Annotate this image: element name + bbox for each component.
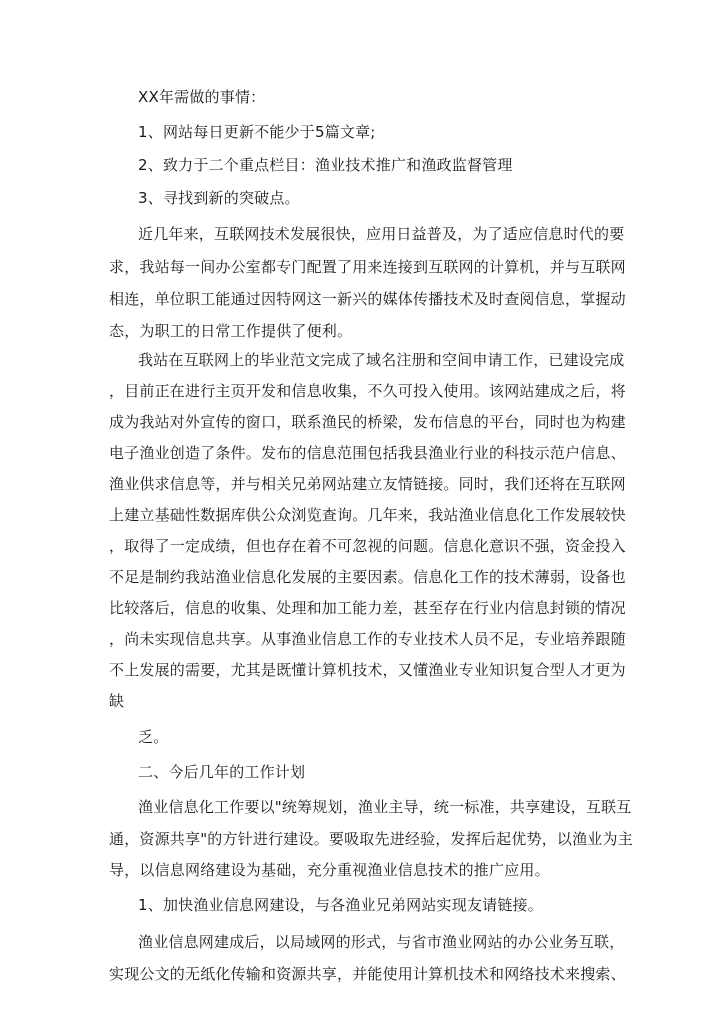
paragraph-line: ，目前正在进行主页开发和信息收集，不久可投入使用。该网站建成之后，将	[109, 382, 626, 400]
task-item-3: 3、寻找到新的突破点。	[138, 189, 300, 207]
paragraph-line: 比较落后，信息的收集、处理和加工能力差，甚至存在行业内信息封锁的情况	[109, 599, 626, 617]
plan-item-1: 1、加快渔业信息网建设，与各渔业兄弟网站实现友请链接。	[138, 896, 543, 914]
paragraph-line: 渔业信息网建成后，以局域网的形式，与省市渔业网站的办公业务互联，	[138, 933, 625, 951]
heading-tasks: XX年需做的事情：	[138, 88, 266, 106]
paragraph-line: 乏。	[138, 728, 169, 746]
paragraph-line: 不上发展的需要，尤其是既懂计算机技术，又懂渔业专业知识复合型人才更为	[109, 661, 626, 679]
section-heading-plan: 二、今后几年的工作计划	[138, 763, 306, 781]
paragraph-line: 不足是制约我站渔业信息化发展的主要因素。信息化工作的技术薄弱，设备也	[109, 568, 626, 586]
paragraph-line: ，尚未实现信息共享。从事渔业信息工作的专业技术人员不足，专业培养跟随	[109, 630, 626, 648]
paragraph-line: 上建立基础性数据库供公众浏览查询。几年来，我站渔业信息化工作发展较快	[109, 506, 626, 524]
paragraph-line: 实现公文的无纸化传输和资源共享，并能使用计算机技术和网络技术来搜索、	[109, 965, 626, 983]
paragraph-line: 电子渔业创造了条件。发布的信息范围包括我县渔业行业的科技示范户信息、	[109, 444, 626, 462]
paragraph-line: 缺	[109, 692, 125, 710]
paragraph-line: 相连，单位职工能通过因特网这一新兴的媒体传播技术及时查阅信息，掌握动	[109, 290, 626, 308]
paragraph-line: ，取得了一定成绩，但也存在着不可忽视的问题。信息化意识不强，资金投入	[109, 537, 626, 555]
paragraph-line: 我站在互联网上的毕业范文完成了域名注册和空间申请工作，已建设完成	[138, 351, 625, 369]
task-item-1: 1、网站每日更新不能少于5篇文章;	[138, 123, 376, 141]
paragraph-line: 近几年来，互联网技术发展很快，应用日益普及，为了适应信息时代的要	[138, 225, 625, 243]
paragraph-line: 态，为职工的日常工作提供了便利。	[109, 322, 353, 340]
paragraph-line: 求，我站每一间办公室都专门配置了用来连接到互联网的计算机，并与互联网	[109, 258, 626, 276]
paragraph-line: 成为我站对外宣传的窗口，联系渔民的桥梁，发布信息的平台，同时也为构建	[109, 413, 626, 431]
task-item-2: 2、致力于二个重点栏目：渔业技术推广和渔政监督管理	[138, 156, 513, 174]
paragraph-line: 导，以信息网络建设为基础，充分重视渔业信息技术的推广应用。	[109, 861, 550, 879]
paragraph-line: 渔业信息化工作要以"统筹规划，渔业主导，统一标准，共享建设，互联互	[138, 798, 632, 816]
paragraph-line: 渔业供求信息等，并与相关兄弟网站建立友情链接。同时，我们还将在互联网	[109, 475, 626, 493]
paragraph-line: 通，资源共享"的方针进行建设。要吸取先进经验，发挥后起优势，以渔业为主	[109, 830, 633, 848]
